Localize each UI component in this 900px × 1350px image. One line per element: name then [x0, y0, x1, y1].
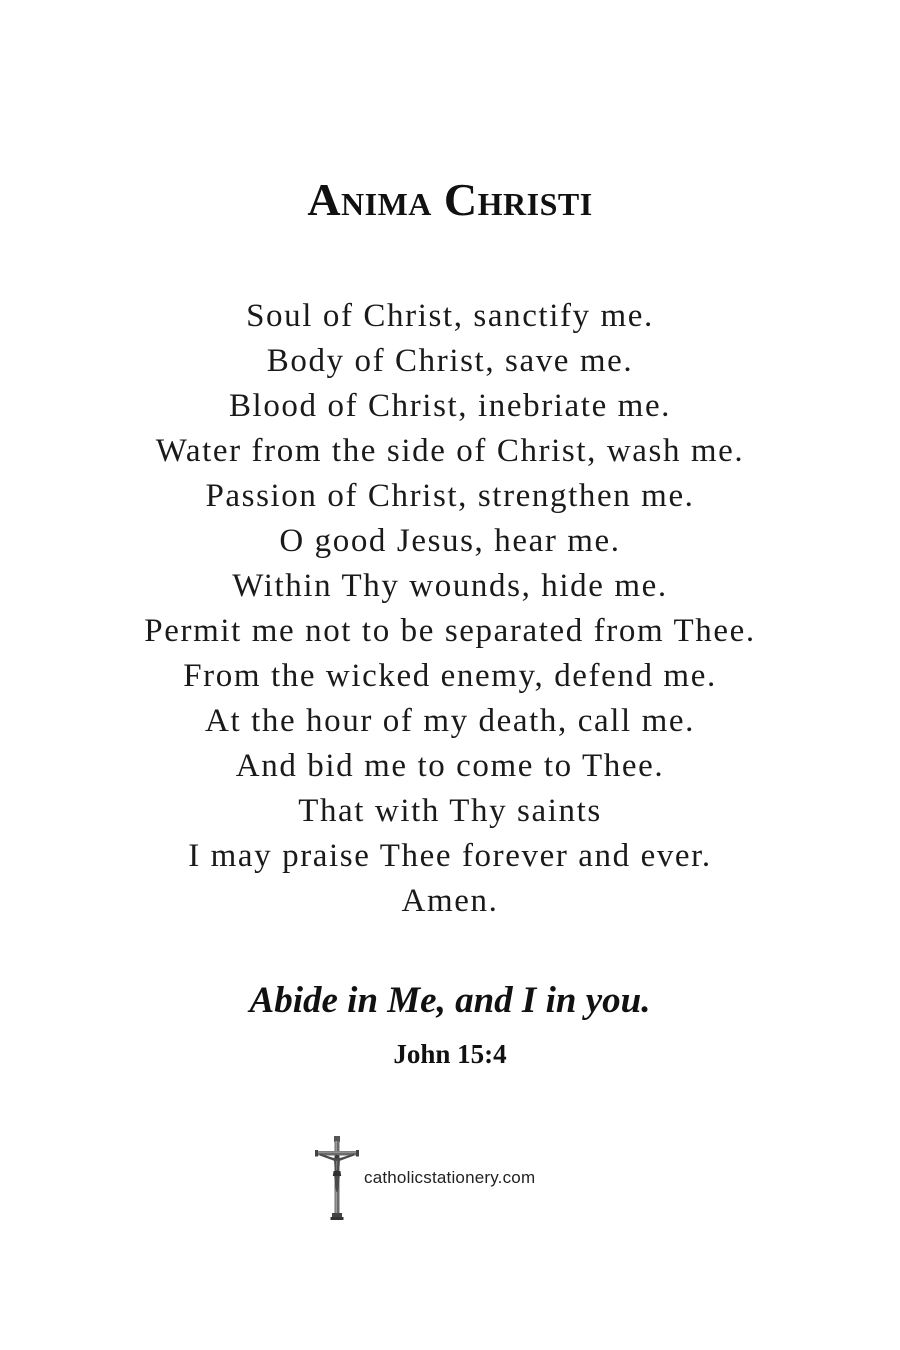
- prayer-line: Blood of Christ, inebriate me.: [228, 388, 672, 424]
- prayer-line: Water from the side of Christ, wash me.: [155, 433, 745, 469]
- prayer-line: O good Jesus, hear me.: [279, 523, 621, 559]
- page-title: Anima Christi: [307, 174, 593, 225]
- prayer-line: At the hour of my death, call me.: [205, 703, 695, 739]
- footer-branding: [314, 1136, 535, 1220]
- crucifix-icon: [314, 1136, 360, 1220]
- prayer-line: That with Thy saints: [298, 793, 602, 829]
- prayer-line: And bid me to come to Thee.: [235, 748, 665, 784]
- prayer-line: I may praise Thee forever and ever.: [188, 838, 712, 874]
- prayer-line: Within Thy wounds, hide me.: [232, 568, 668, 604]
- prayer-line: Body of Christ, save me.: [266, 343, 634, 379]
- prayer-line-amen: Amen.: [401, 883, 499, 919]
- prayer-line: Soul of Christ, sanctify me.: [246, 298, 654, 334]
- prayer-line: From the wicked enemy, defend me.: [183, 658, 717, 694]
- prayer-text: [0, 294, 900, 924]
- scripture-reference: John 15:4: [393, 1039, 507, 1069]
- prayer-line: Passion of Christ, strengthen me.: [205, 478, 695, 514]
- prayer-line: Permit me not to be separated from Thee.: [144, 613, 756, 649]
- scripture-verse: Abide in Me, and I in you.: [249, 980, 651, 1021]
- website-link[interactable]: catholicstationery.com: [364, 1168, 536, 1187]
